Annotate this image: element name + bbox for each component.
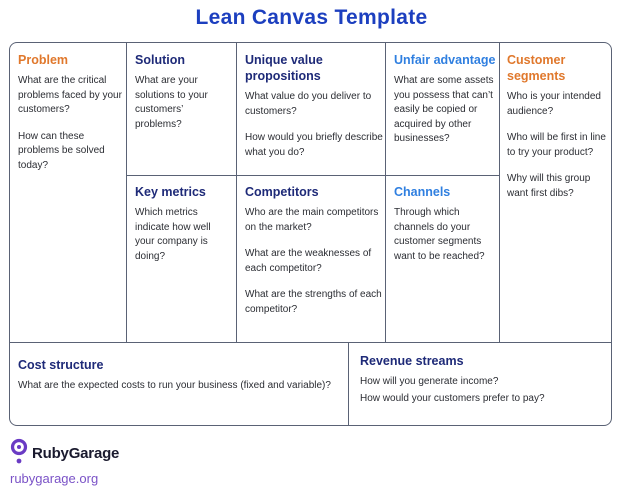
- cell-text: How can these problems be solved today?: [18, 130, 105, 171]
- cell-title-customer-segments: Customer segments: [507, 53, 566, 83]
- cell-text: How will you generate income?: [360, 376, 499, 387]
- cell-body-cost-structure: [18, 379, 343, 394]
- cell-body-customer-segments: [507, 90, 607, 201]
- cell-text: Who are the main competitors on the market?: [245, 207, 379, 233]
- grid-line: [126, 175, 499, 176]
- cell-body-channels: [394, 206, 497, 264]
- cell-problem: [18, 52, 122, 185]
- grid-line: [236, 43, 237, 342]
- cell-title-key-metrics: Key metrics: [135, 185, 206, 199]
- cell-text: What are some assets you possess that can’t easily be copied or acquired by other businesses?: [394, 75, 494, 144]
- grid-line: [499, 43, 500, 342]
- grid-line: [10, 342, 611, 343]
- cell-customer-segments: [507, 52, 607, 213]
- cell-title-unfair-advantage: Unfair advantage: [394, 53, 496, 67]
- cell-unfair-advantage: [394, 52, 497, 159]
- cell-text: What value do you deliver to customers?: [245, 91, 372, 117]
- grid-line: [348, 342, 349, 425]
- cell-revenue-streams: [360, 353, 605, 418]
- cell-text: What are the weaknesses of each competitor?: [245, 248, 372, 274]
- cell-text: How would your customers prefer to pay?: [360, 392, 545, 404]
- cell-body-revenue-streams: [360, 375, 605, 406]
- cell-body-solution: [135, 74, 232, 132]
- cell-body-unfair-advantage: [394, 74, 497, 147]
- cell-channels: [394, 184, 497, 276]
- page-title: Lean Canvas Template: [195, 6, 428, 29]
- cell-title-competitors: Competitors: [245, 185, 319, 199]
- cell-title-problem: Problem: [18, 53, 69, 67]
- logo-mark-svg: [10, 437, 28, 465]
- cell-text: What are the expected costs to run your business (fixed and variable)?: [18, 380, 331, 391]
- website-link[interactable]: rubygarage.org: [10, 471, 99, 486]
- cell-text: Through which channels do your customer segments want to be reached?: [394, 207, 485, 262]
- cell-competitors: [245, 184, 383, 329]
- cell-body-competitors: [245, 206, 383, 317]
- cell-key-metrics: [135, 184, 232, 276]
- cell-title-uvp: Unique value propositions: [245, 53, 323, 83]
- cell-text: Why will this group want first dibs?: [507, 173, 591, 199]
- cell-body-uvp: [245, 90, 383, 160]
- cell-body-key-metrics: [135, 206, 232, 264]
- cell-text: What are your solutions to your customers’ problems?: [135, 75, 208, 130]
- grid-line: [126, 43, 127, 342]
- cell-text: How would you briefly describe what you do?: [245, 132, 383, 158]
- cell-text: Who is your intended audience?: [507, 91, 601, 117]
- cell-title-solution: Solution: [135, 53, 185, 67]
- cell-solution: [135, 52, 232, 144]
- rubygarage-logo: [10, 438, 119, 468]
- cell-cost-structure: [18, 357, 343, 406]
- cell-text: Which metrics indicate how well your company is doing?: [135, 207, 211, 262]
- cell-text: Who will be first in line to try your product?: [507, 132, 606, 158]
- cell-title-channels: Channels: [394, 185, 451, 199]
- cell-title-cost-structure: Cost structure: [18, 358, 104, 372]
- cell-title-revenue-streams: Revenue streams: [360, 354, 464, 368]
- cell-text: What are the strengths of each competitor?: [245, 289, 382, 315]
- lean-canvas-grid: [9, 42, 612, 426]
- cell-unique-value-propositions: [245, 52, 383, 172]
- logo-text: RubyGarage: [32, 444, 120, 462]
- cell-body-problem: [18, 74, 122, 173]
- grid-line: [385, 43, 386, 342]
- rubygarage-logo-icon: [10, 437, 28, 470]
- cell-text: What are the critical problems faced by your customers?: [18, 75, 122, 115]
